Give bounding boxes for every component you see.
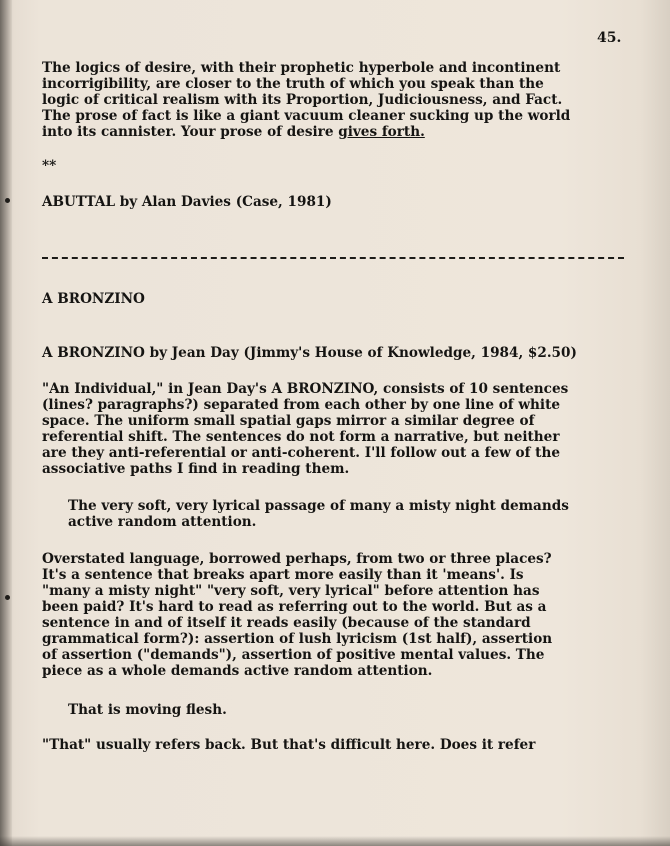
paragraph-line: [42, 125, 425, 141]
paragraph-line: Overstated language, borrowed perhaps, from two or three places?: [42, 551, 552, 567]
separator: **: [42, 158, 57, 174]
paragraph-line: The prose of fact is like a giant vacuum cleaner sucking up the world: [42, 108, 571, 124]
paragraph-line: of assertion ("demands"), assertion of positive mental values. The: [42, 647, 545, 663]
punch-hole: [5, 595, 10, 600]
paragraph-line: The logics of desire, with their prophetic hyperbole and incontinent: [42, 60, 561, 76]
paragraph-line: grammatical form?): assertion of lush lyricism (1st half), assertion: [42, 631, 553, 647]
paragraph-line: referential shift. The sentences do not form a narrative, but neither: [42, 429, 560, 445]
dashed-rule: [42, 257, 624, 259]
page-number: 45.: [597, 30, 622, 46]
paragraph-line: "That" usually refers back. But that's difficult here. Does it refer: [42, 737, 536, 753]
paragraph-line: (lines? paragraphs?) separated from each other by one line of white: [42, 397, 561, 413]
quoted-sentence: That is moving flesh.: [68, 702, 227, 718]
section-title: A BRONZINO: [42, 291, 145, 307]
paragraph-line: "An Individual," in Jean Day's A BRONZINO, consists of 10 sentences: [42, 381, 569, 397]
underlined-phrase: gives forth.: [338, 124, 425, 140]
paragraph-line: logic of critical realism with its Proportion, Judiciousness, and Fact.: [42, 92, 563, 108]
punch-hole: [5, 198, 10, 203]
paragraph-line: It's a sentence that breaks apart more easily than it 'means'. Is: [42, 567, 524, 583]
paragraph-line: "many a misty night" "very soft, very lyrical" before attention has: [42, 583, 540, 599]
paragraph-line: been paid? It's hard to read as referring out to the world. But as a: [42, 599, 547, 615]
paragraph-line: piece as a whole demands active random attention.: [42, 663, 433, 679]
paragraph-line: associative paths I find in reading them.: [42, 461, 350, 477]
quoted-sentence: active random attention.: [68, 514, 257, 530]
paragraph-text: into its cannister. Your prose of desire: [42, 124, 339, 140]
paragraph-line: sentence in and of itself it reads easily (because of the standard: [42, 615, 531, 631]
page-edge-shadow: [0, 836, 670, 846]
quoted-sentence: The very soft, very lyrical passage of many a misty night demands: [68, 498, 569, 514]
abuttal-heading: ABUTTAL by Alan Davies (Case, 1981): [42, 194, 332, 210]
paragraph-line: are they anti-referential or anti-coherent. I'll follow out a few of the: [42, 445, 560, 461]
paragraph-line: incorrigibility, are closer to the truth of which you speak than the: [42, 76, 544, 92]
binding-spine: [0, 0, 12, 846]
paragraph-line: space. The uniform small spatial gaps mirror a similar degree of: [42, 413, 535, 429]
review-heading: A BRONZINO by Jean Day (Jimmy's House of Knowledge, 1984, $2.50): [42, 345, 577, 361]
